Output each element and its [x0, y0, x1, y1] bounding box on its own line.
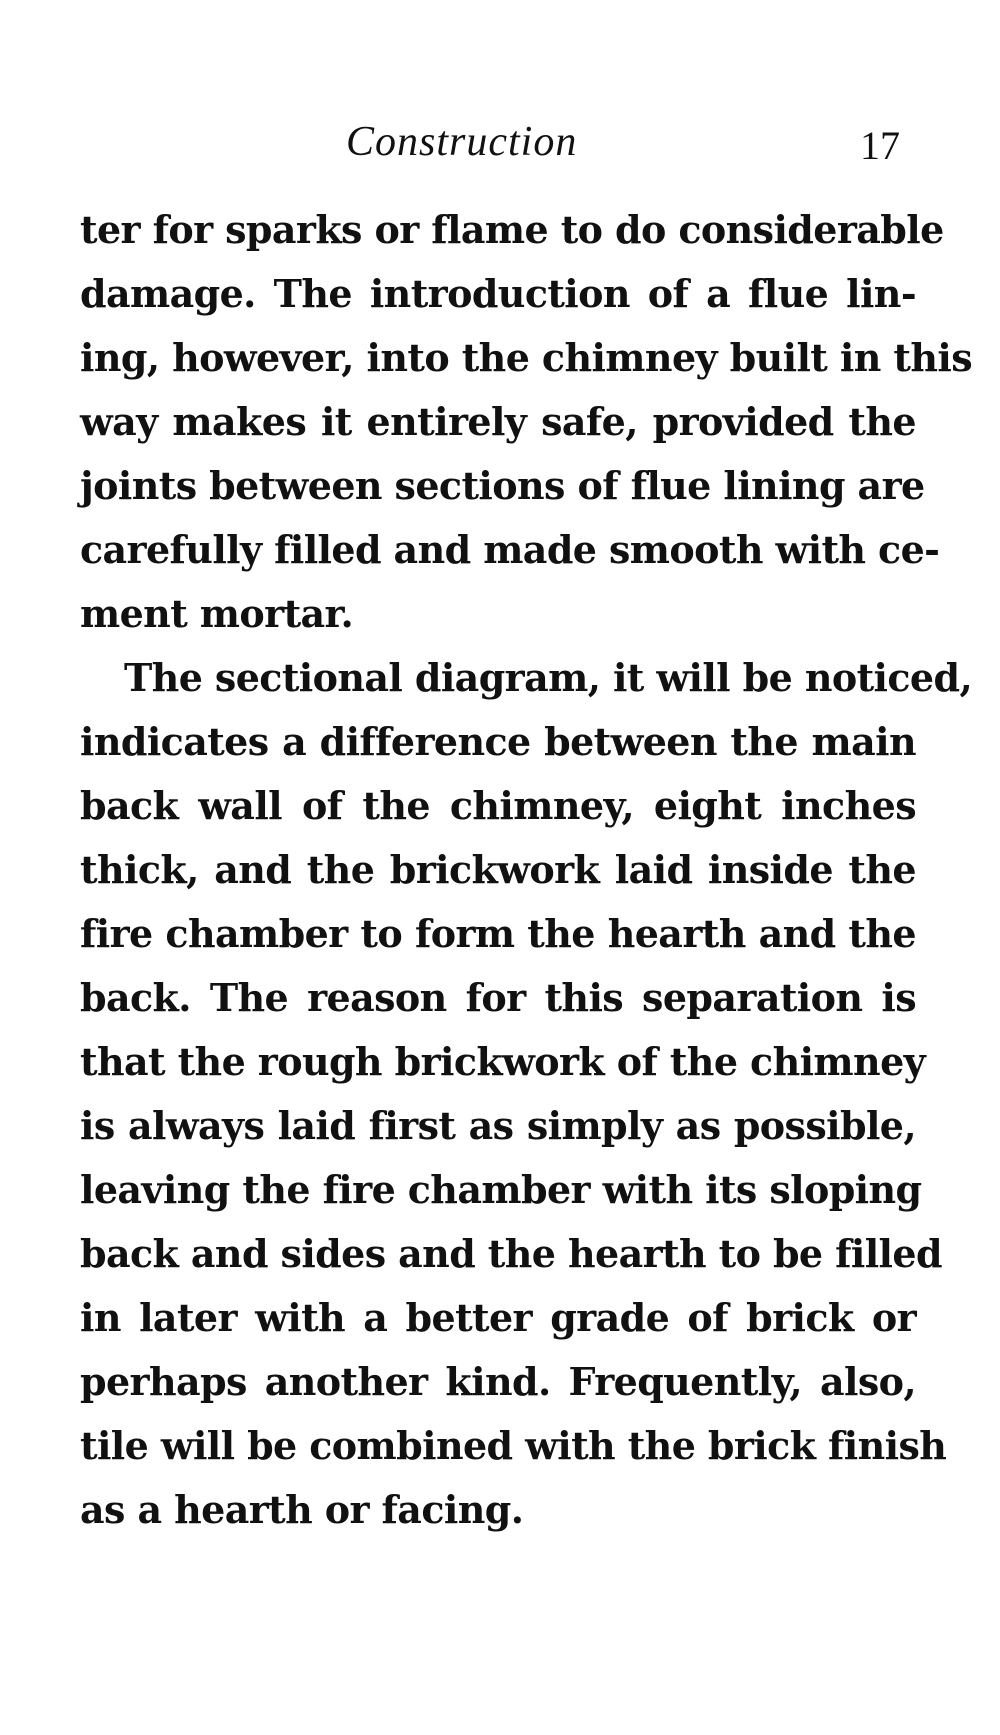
- text-line: ing, however, into the chimney built in this: [80, 335, 972, 380]
- text-line: indicates a difference between the main: [80, 719, 916, 764]
- text-line: as a hearth or facing.: [80, 1487, 524, 1532]
- text-line: back. The reason for this separation is: [80, 975, 916, 1020]
- text-line: perhaps another kind. Frequently, also,: [80, 1359, 916, 1404]
- text-line: leaving the fire chamber with its sloping: [80, 1167, 922, 1212]
- text-line: way makes it entirely safe, provided the: [80, 399, 916, 444]
- text-line: back wall of the chimney, eight inches: [80, 783, 916, 828]
- page-number: 17: [860, 123, 900, 168]
- running-head: Construction: [346, 119, 578, 165]
- body-text: [80, 198, 973, 1542]
- paragraph-2: [80, 646, 973, 1542]
- text-line: ment mortar.: [80, 591, 354, 636]
- text-line: carefully filled and made smooth with ce-: [80, 527, 940, 572]
- paragraph-1: [80, 198, 972, 646]
- text-line: that the rough brickwork of the chimney: [80, 1039, 926, 1084]
- text-line: ter for sparks or flame to do considerable: [80, 207, 944, 252]
- text-line: tile will be combined with the brick finish: [80, 1423, 947, 1468]
- text-line: joints between sections of flue lining are: [80, 463, 925, 508]
- text-line: damage. The introduction of a flue lin-: [80, 271, 916, 316]
- text-line: back and sides and the hearth to be filled: [80, 1231, 942, 1276]
- text-line: fire chamber to form the hearth and the: [80, 911, 916, 956]
- text-line: in later with a better grade of brick or: [80, 1295, 916, 1340]
- text-line: thick, and the brickwork laid inside the: [80, 847, 916, 892]
- text-line: The sectional diagram, it will be noticed,: [124, 655, 973, 700]
- text-line: is always laid first as simply as possible,: [80, 1103, 916, 1148]
- page-header: [80, 118, 916, 188]
